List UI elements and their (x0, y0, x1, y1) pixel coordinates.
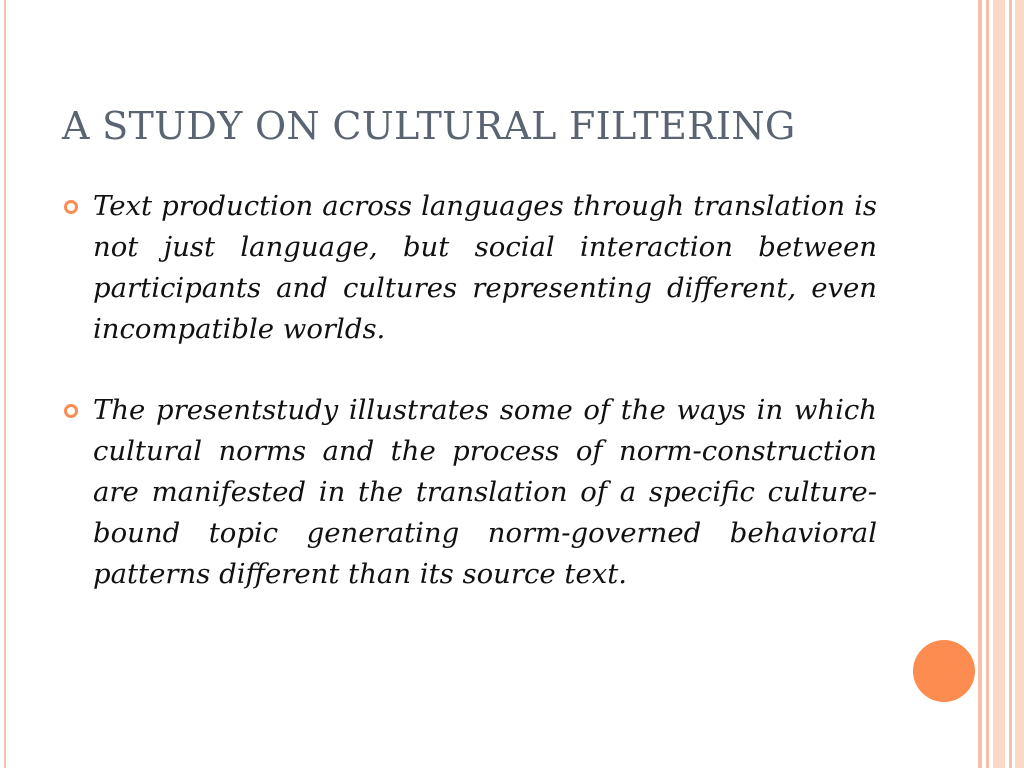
circle-bullet-icon (64, 200, 78, 214)
orange-circle-icon (913, 640, 975, 702)
right-border-stripe (986, 0, 989, 768)
bullet-item (64, 390, 877, 595)
bullet-item (64, 186, 877, 350)
bullet-list (64, 186, 877, 635)
circle-bullet-icon (64, 404, 78, 418)
left-border-line (4, 0, 6, 768)
right-border-stripe (978, 0, 982, 768)
right-border-stripe (1009, 0, 1012, 768)
bullet-text: Text production across languages through translation is not just language, but social interaction between participants and cultures representing different, even incompatible worlds. (93, 190, 877, 345)
right-border-stripe (993, 0, 1005, 768)
slide-title: A STUDY ON CULTURAL FILTERING (62, 104, 796, 148)
bullet-text: The presentstudy illustrates some of the ways in which cultural norms and the process of norm-construction are manifested in the translation of a specific culture-bound topic generating norm-governed behavioral patterns different than its source text. (93, 394, 877, 590)
right-border-stripe (1015, 0, 1024, 768)
